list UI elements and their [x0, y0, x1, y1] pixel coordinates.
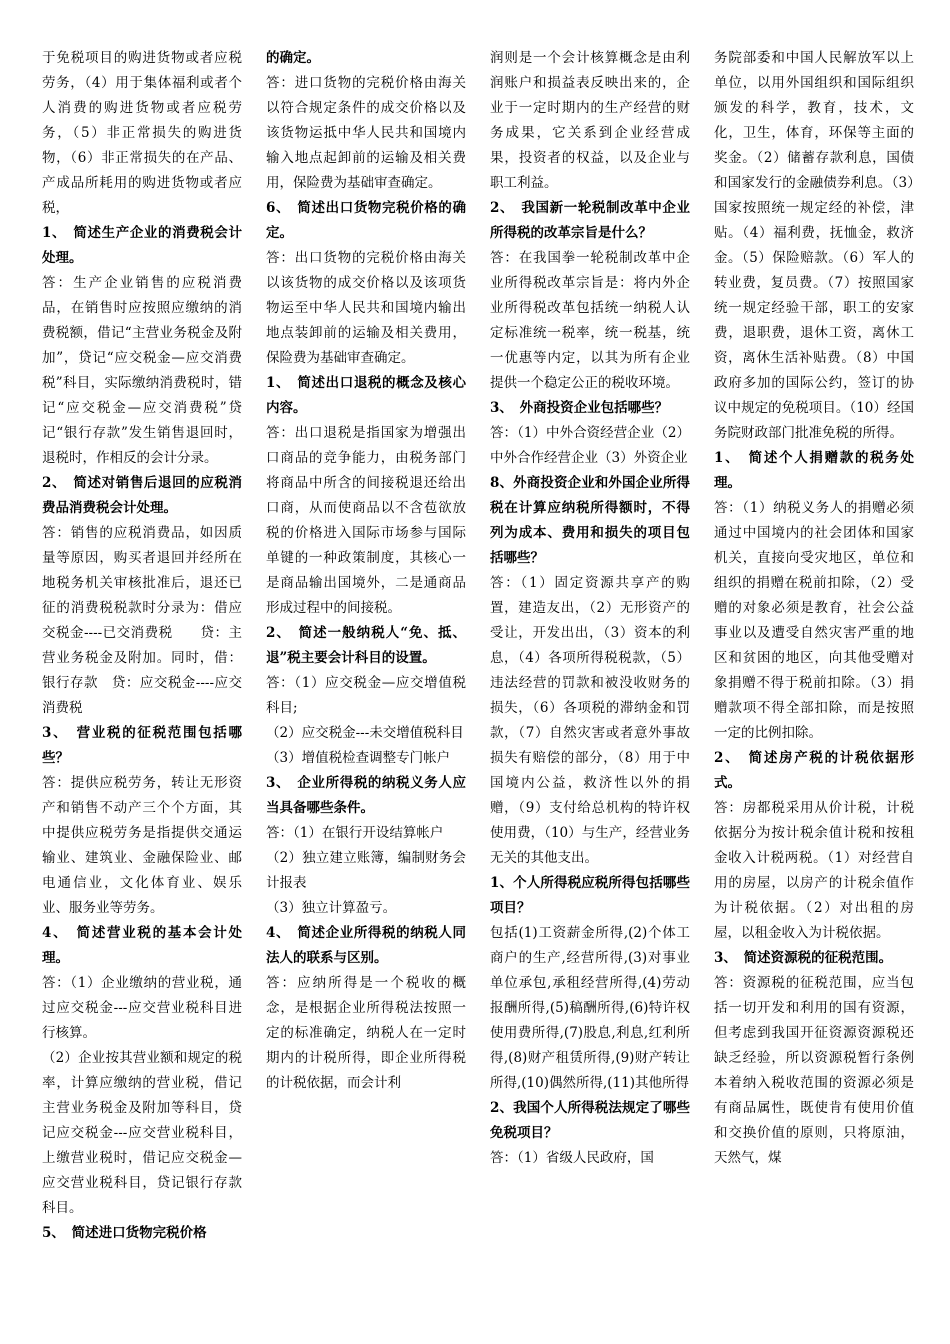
question-heading: 2、 我国新一轮税制改革中企业所得税的改革宗旨是什么？ — [490, 200, 690, 241]
question-heading: 1、 简述出口退税的概念及核心内容。 — [266, 375, 466, 416]
question-heading: 3、 简述资源税的征税范围。 — [714, 950, 893, 966]
question-heading: 1、个人所得税应税所得包括哪些项目？ — [490, 875, 690, 916]
answer-paragraph: 答：生产企业销售的应税消费品，在销售时应按照应缴纳的消费税额，借记“主营业务税金及附加”，贷记“应交税金—应交消费税”科目，实际缴纳消费税时，错记“应交税金—应交消费税”贷记“银行存款”发生销售退回时，退税时，作相反的会计分录。 — [42, 275, 242, 466]
text-column-2 — [266, 46, 466, 1316]
question-heading: 2、 简述一般纳税人“免、抵、退”税主要会计科目的设置。 — [266, 625, 466, 666]
text-column-1 — [42, 46, 242, 1316]
answer-paragraph: 答：出口退税是指国家为增强出口商品的竞争能力，由税务部门将商品中所含的间接税退还给出口商，从而使商品以不含苞欲放税的价格进入国际市场参与国际单键的一种政策制度，其核心一是商品输出国境外，二是通商品形成过程中的间接税。 — [266, 425, 466, 616]
question-heading: 4、 简述企业所得税的纳税人同法人的联系与区别。 — [266, 925, 466, 966]
text-column-4 — [714, 46, 914, 1316]
question-heading: 3、 外商投资企业包括哪些？ — [490, 400, 669, 416]
answer-paragraph: 包括(1)工资薪金所得,(2)个体工商户的生产,经营所得,(3)对事业单位承包,承租经营所得,(4)劳动报酬所得,(5)稿酬所得,(6)特许权使用费所得,(7)股息,利息,红利所得,(8)财产租赁所得,(9)财产转让所得,(10)偶然所得,(11)其他所得 — [490, 925, 690, 1091]
answer-paragraph: （2）独立建立账簿，编制财务会计报表 — [266, 850, 466, 891]
answer-paragraph: （3）独立计算盈亏。 — [266, 900, 397, 916]
question-heading: 6、 简述出口货物完税价格的确定。 — [266, 200, 466, 241]
answer-paragraph: 答：提供应税劳务，转让无形资产和销售不动产三个个方面，其中提供应税劳务是指提供交通运输业、建筑业、金融保险业、邮电通信业，文化体育业、娱乐业、服务业等劳务。 — [42, 775, 242, 916]
answer-paragraph: （3）增值税检查调整专门帐户 — [266, 750, 451, 766]
question-heading: 2、 简述房产税的计税依据形式。 — [714, 750, 914, 791]
text-column-3 — [490, 46, 690, 1316]
answer-paragraph: 答：出口货物的完税价格由海关以该货物的成交价格以及该项货物运至中华人民共和国境内输出地点装卸前的运输及相关费用，保险费为基础审查确定。 — [266, 250, 466, 366]
answer-paragraph: 答：应纳所得是一个税收的概念，是根据企业所得税法按照一定的标准确定，纳税人在一定时期内的计税所得，即企业所得税的计税依据，而会计利 — [266, 975, 466, 1091]
answer-paragraph: 答：（1）在银行开设结算帐户 — [266, 825, 444, 841]
question-heading: 5、 简述进口货物完税价格 — [42, 1225, 207, 1241]
answer-paragraph: 答：（1）省级人民政府，国 — [490, 1150, 654, 1166]
question-heading: 3、 企业所得税的纳税义务人应当具备哪些条件。 — [266, 775, 466, 816]
answer-paragraph: 答：（1）应交税金—应交增值税科目; — [266, 675, 466, 716]
question-heading: 4、 简述营业税的基本会计处理。 — [42, 925, 242, 966]
answer-paragraph: 答：（1）固定资源共享产的购置，建造友出，（2）无形资产的受让，开发出出，（3）资本的利息，（4）各项所得税税款，（5）违法经营的罚款和被没收财务的损失，（6）各项税的滞纳金和罚款，（7）自然灾害或者意外事故损失有赔偿的部分，（8）用于中国境内公益，救济性以外的捐赠，（9）支付给总机构的特许权使用费，（10）与生产，经营业务无关的其他支出。 — [490, 575, 690, 866]
answer-paragraph: （2）应交税金---未交增值税科目 — [266, 725, 464, 741]
question-heading: 的确定。 — [266, 50, 320, 66]
question-heading: 2、 简述对销售后退回的应税消费品消费税会计处理。 — [42, 475, 242, 516]
answer-paragraph: 务院部委和中国人民解放军以上单位，以用外国组织和国际组织颁发的科学，教育，技术，文化，卫生，体育，环保等主面的奖金。（2）储蓄存款利息，国债和国家发行的金融债券利息。（3）国家按照统一规定经的补偿，津贴。（4）福利费，抚恤金，救济金。（5）保险赔款。（6）军人的转业费，复员费。（7）按照国家统一规定经验干部，职工的安家费，退职费，退休工资，离休工资，离休生活补贴费。（8）中国政府多加的国际公约，签订的协议中规定的免税项目。（10）经国务院财政部门批准免税的所得。 — [714, 50, 914, 441]
answer-paragraph: 答：在我国拳一轮税制改革中企业所得税改革宗旨是：将内外企业所得税改革包括统一纳税人认定标准统一税率，统一税基，统一优惠等内定，以其为所有企业提供一个稳定公正的税收环境。 — [490, 250, 690, 391]
question-heading: 1、 简述生产企业的消费税会计处理。 — [42, 225, 242, 266]
answer-paragraph: 答：销售的应税消费品，如因质量等原因，购买者退回并经所在地税务机关审核批准后，退还已征的消费税税款时分录为：借应交税金----已交消费税 贷：主营业务税金及附加。同时，借：银行存款 贷：应交税金----应交消费税 — [42, 525, 242, 716]
answer-paragraph: 润则是一个会计核算概念是由利润账户和损益表反映出来的，企业于一定时期内的生产经营的财务成果，它关系到企业经营成果，投资者的权益，以及企业与职工利益。 — [490, 50, 690, 191]
answer-paragraph: 答：房都税采用从价计税，计税依据分为按计税余值计税和按租金收入计税两税。（1）对经营自用的房屋，以房产的计税余值作为计税依据。（2）对出租的房屋，以租金收入为计税依据。 — [714, 800, 914, 941]
answer-paragraph: 答：（1）纳税义务人的捐赠必须通过中国境内的社会团体和国家机关，直接向受灾地区，单位和组织的捐赠在税前扣除，（2）受赠的对象必须是教育，社会公益事业以及遭受自然灾害严重的地区和贫困的地区，向其他受赠对象捐赠不得于税前扣除。（3）捐赠款项不得全部扣除，而是按照一定的比例扣除。 — [714, 500, 914, 741]
answer-paragraph: 答：进口货物的完税价格由海关以符合规定条件的成交价格以及该货物运抵中华人民共和国境内输入地点起卸前的运输及相关费用，保险费为基础审查确定。 — [266, 75, 466, 191]
answer-paragraph: 答：（1）企业缴纳的营业税，通过应交税金---应交营业税科目进行核算。 — [42, 975, 242, 1041]
answer-paragraph: （2）企业按其营业额和规定的税率，计算应缴纳的营业税，借记主营业务税金及附加等科目，贷记应交税金---应交营业税科目，上缴营业税时，借记应交税金—应交营业税科目，贷记银行存款科目。 — [42, 1050, 242, 1216]
question-heading: 3、 营业税的征税范围包括哪些？ — [42, 725, 242, 766]
question-heading: 2、我国个人所得税法规定了哪些免税项目？ — [490, 1100, 690, 1141]
answer-paragraph: 答：（1）中外合资经营企业（2）中外合作经营企业（3）外资企业 — [490, 425, 690, 466]
question-heading: 1、 简述个人捐赠款的税务处理。 — [714, 450, 914, 491]
question-heading: 8、外商投资企业和外国企业所得税在计算应纳税所得额时，不得列为成本、费用和损失的项目包括哪些？ — [490, 475, 690, 566]
answer-paragraph: 答：资源税的征税范围，应当包括一切开发和利用的国有资源，但考虑到我国开征资源资源税还缺乏经验，所以资源税暂行条例本着纳入税收范围的资源必须是有商品属性，既使肯有使用价值和交换价值的原则，只将原油，天然气，煤 — [714, 975, 914, 1166]
answer-paragraph: 于免税项目的购进货物或者应税劳务，（4）用于集体福利或者个人消费的购进货物或者应税劳务，（5）非正常损失的购进货物，（6）非正常损失的在产品、产成品所耗用的购进货物或者应税， — [42, 50, 242, 216]
